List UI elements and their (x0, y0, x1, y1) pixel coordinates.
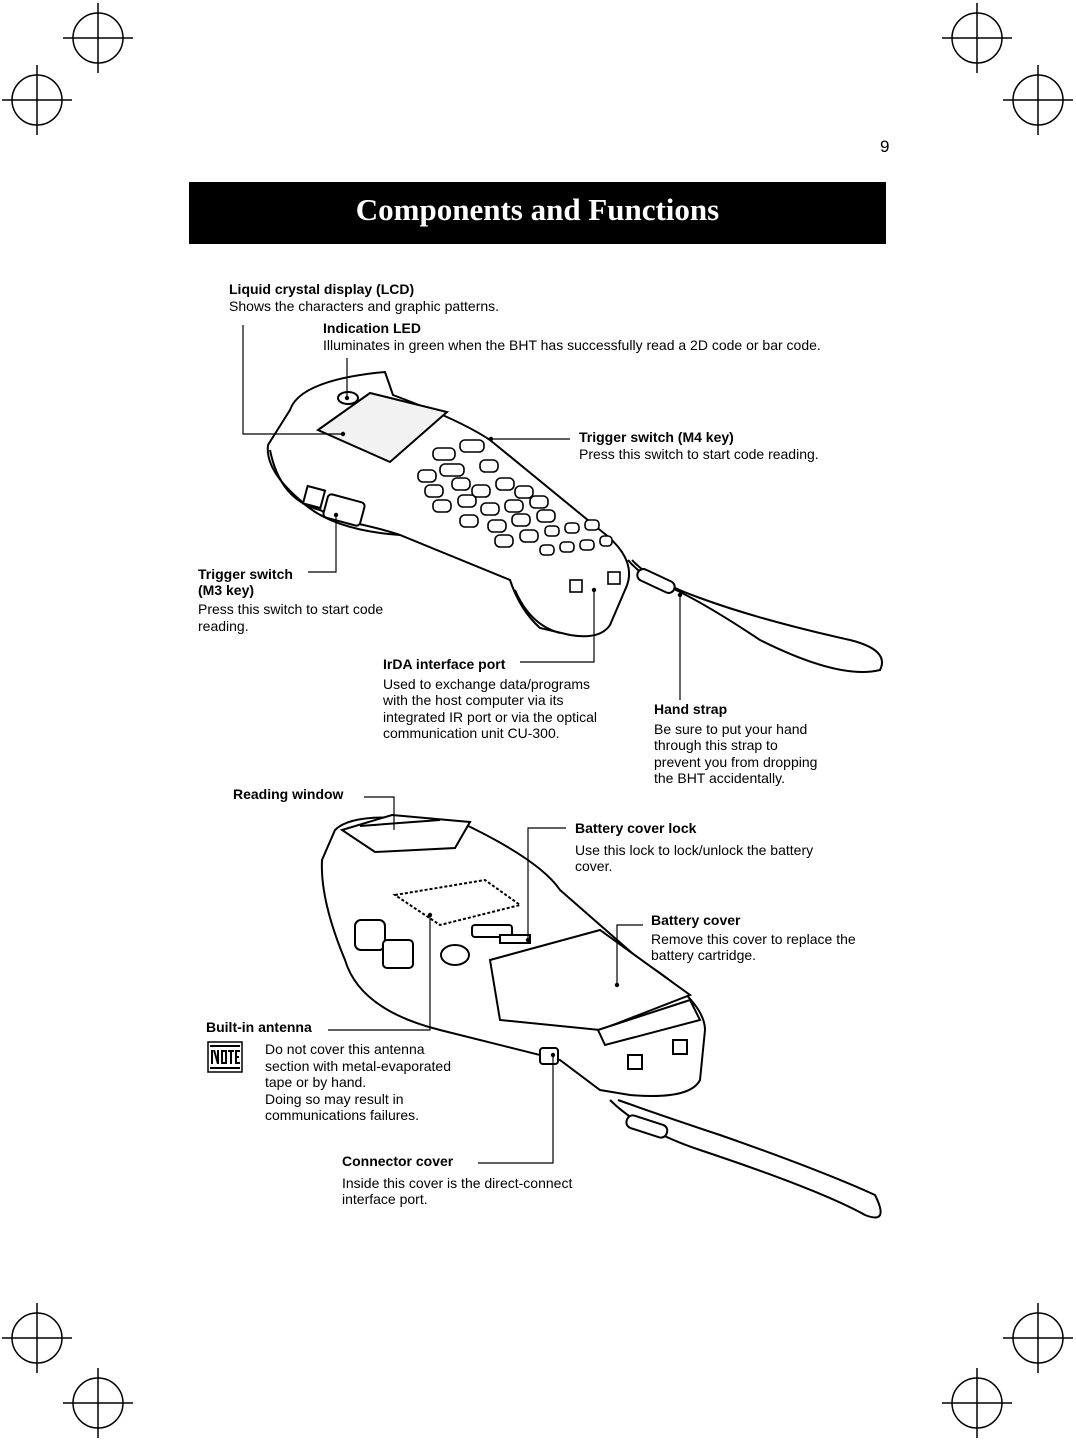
label-connector-line1: Inside this cover is the direct-connect (342, 1174, 573, 1191)
label-m4 (579, 429, 819, 462)
label-strap-line1: Be sure to put your hand (654, 720, 808, 737)
label-battery-lock (575, 820, 813, 875)
label-m3-title1: Trigger switch (198, 566, 293, 582)
label-led-desc: Illuminates in green when the BHT has successfully read a 2D code or bar code. (323, 336, 821, 353)
label-m3 (198, 566, 383, 634)
label-led-title: Indication LED (323, 320, 421, 336)
label-antenna (206, 1019, 312, 1036)
label-m4-title: Trigger switch (M4 key) (579, 429, 734, 445)
label-battery-cover (651, 912, 856, 964)
label-irda-line1: Used to exchange data/programs (383, 675, 591, 692)
label-reading-title: Reading window (233, 786, 344, 802)
label-cover-title: Battery cover (651, 912, 741, 928)
label-connector-line2: interface port. (342, 1191, 428, 1207)
hand-strap-top (628, 560, 882, 672)
label-m4-desc: Press this switch to start code reading. (579, 445, 819, 462)
note-icon (207, 1041, 243, 1073)
label-strap-line4: the BHT accidentally. (654, 770, 785, 786)
label-lcd-title: Liquid crystal display (LCD) (229, 281, 415, 297)
label-m3-desc2: reading. (198, 617, 249, 634)
label-cover-line2: battery cartridge. (651, 947, 757, 963)
label-antenna-line3: tape or by hand. (265, 1074, 367, 1090)
label-strap-line2: through this strap to (654, 737, 778, 753)
label-m3-title2: (M3 key) (198, 581, 255, 598)
label-irda-line2: with the host computer via its (383, 692, 564, 708)
label-antenna-line1: Do not cover this antenna (265, 1041, 425, 1057)
label-lcd (229, 281, 499, 314)
label-irda-line3: integrated IR port or via the optical (383, 708, 598, 725)
label-antenna-title: Built-in antenna (206, 1019, 312, 1035)
label-strap-line3: prevent you from dropping (654, 753, 818, 770)
label-antenna-line5: communications failures. (265, 1107, 420, 1123)
label-reading-window (233, 786, 343, 803)
label-antenna-line2: section with metal-evaporated (265, 1057, 451, 1074)
label-antenna-line4: Doing so may result in (265, 1090, 404, 1107)
label-hand-strap (654, 701, 817, 787)
label-led (323, 320, 821, 353)
page-number: 9 (880, 137, 890, 156)
label-irda (383, 656, 597, 742)
label-irda-title: IrDA interface port (383, 656, 506, 672)
label-lcd-desc: Shows the characters and graphic patterns. (229, 297, 500, 314)
label-m3-desc1: Press this switch to start code (198, 601, 384, 617)
label-lock-line2: cover. (575, 858, 613, 874)
label-antenna-note (265, 1041, 451, 1124)
label-connector-cover (342, 1153, 572, 1208)
page-title: Components and Functions (355, 192, 720, 227)
label-lock-title: Battery cover lock (575, 820, 697, 836)
label-connector-title: Connector cover (342, 1153, 454, 1169)
label-irda-line4: communication unit CU-300. (383, 725, 560, 741)
label-strap-title: Hand strap (654, 701, 728, 717)
label-cover-line1: Remove this cover to replace the (651, 930, 856, 947)
label-lock-line1: Use this lock to lock/unlock the battery (575, 841, 814, 858)
hand-strap-bottom (610, 1100, 881, 1218)
